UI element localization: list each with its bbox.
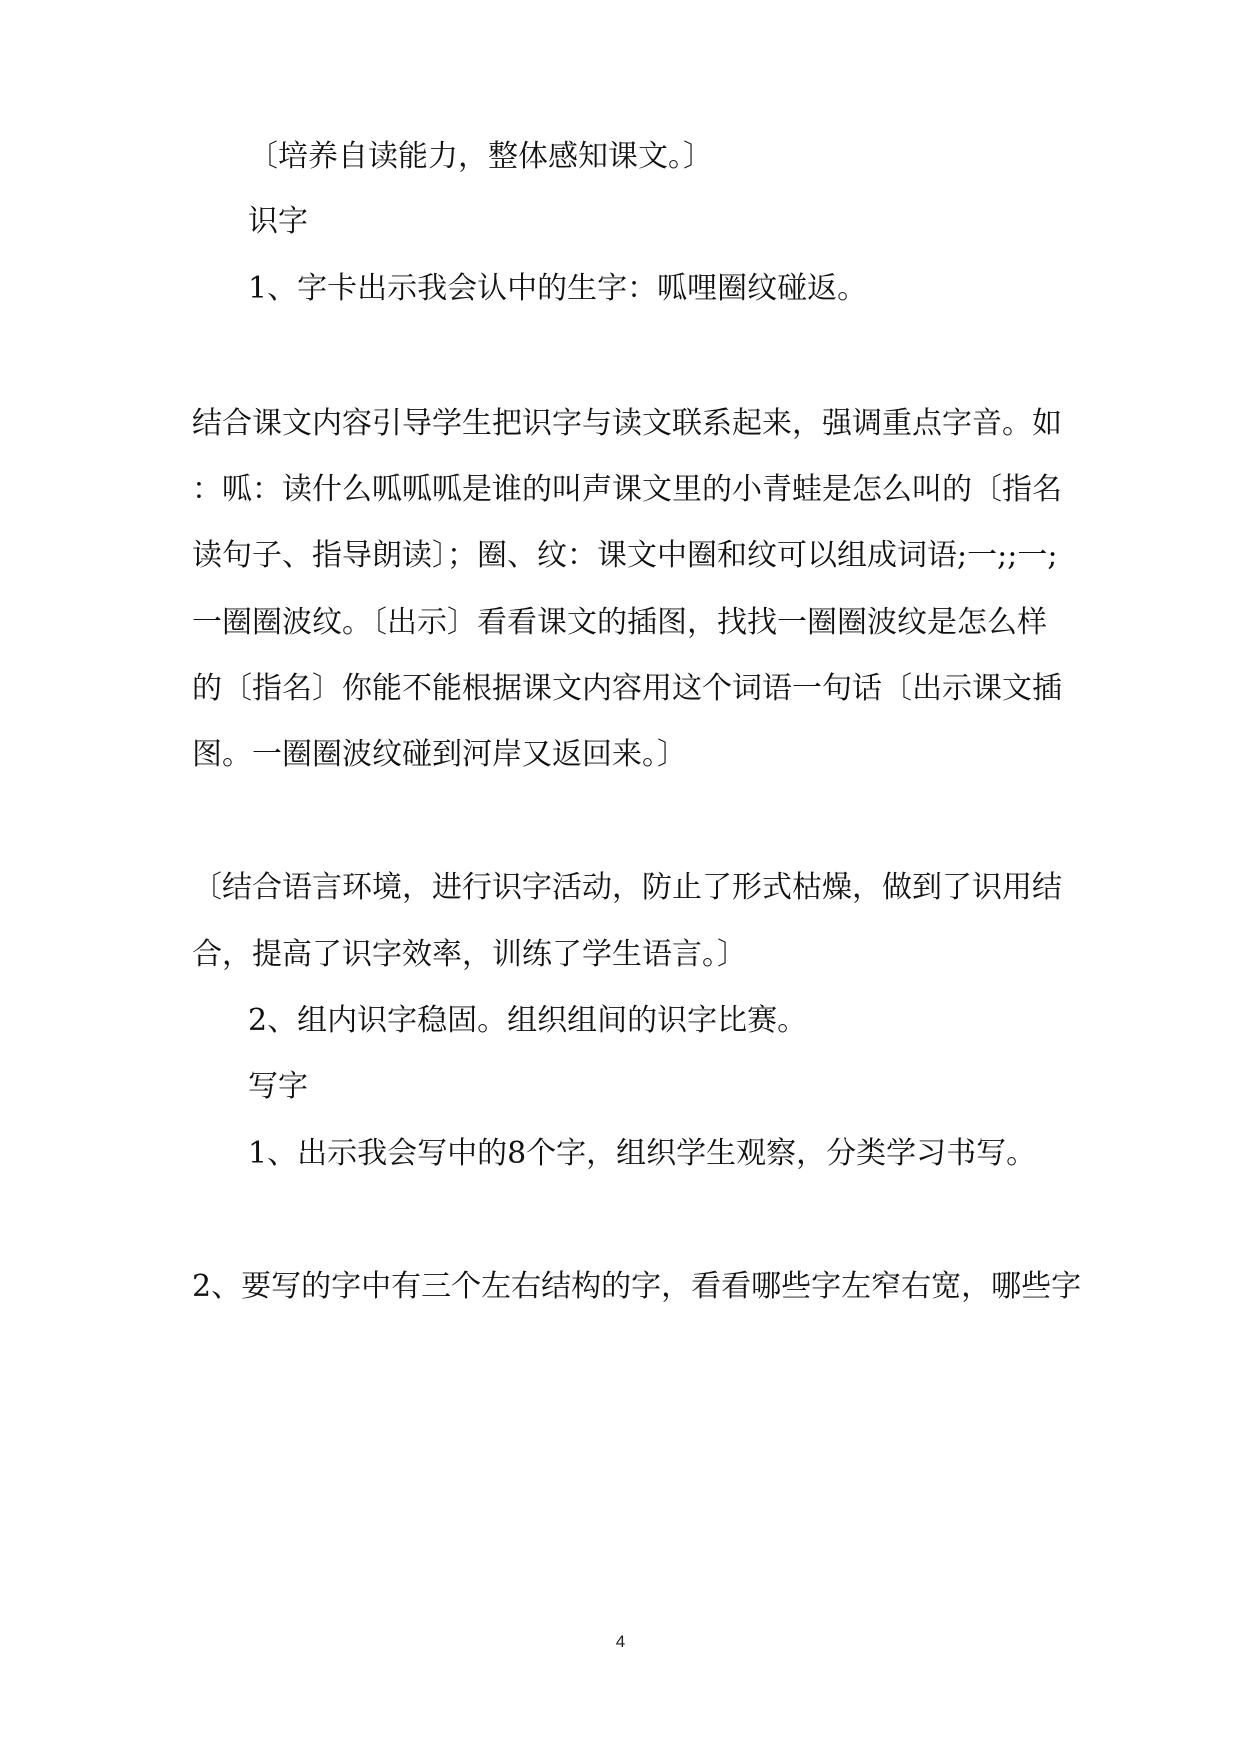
paragraph-line: 〔结合语言环境，进行识字活动，防止了形式枯燥，做到了识用结	[192, 870, 1062, 905]
paragraph-line: ：呱：读什么呱呱呱是谁的叫声课文里的小青蛙是怎么叫的〔指名	[192, 472, 1062, 507]
paragraph-write-step-1: 1、出示我会写中的8个字，组织学生观察，分类学习书写。	[248, 1136, 1037, 1171]
page-number: 4	[615, 1632, 626, 1651]
paragraph-step-1: 1、字卡出示我会认中的生字：呱哩圈纹碰返。	[248, 271, 868, 306]
section-heading-write-characters: 写字	[248, 1069, 308, 1104]
paragraph-note-self-reading: 〔培养自读能力，整体感知课文。〕	[248, 139, 713, 174]
section-heading-recognize-characters: 识字	[248, 204, 308, 239]
paragraph-line: 一圈圈波纹。〔出示〕看看课文的插图，找找一圈圈波纹是怎么样	[192, 605, 1047, 640]
paragraph-line: 读句子、指导朗读〕；圈、纹：课文中圈和纹可以组成词语;一;;一;	[192, 538, 1058, 573]
paragraph-write-step-2: 2、要写的字中有三个左右结构的字，看看哪些字左窄右宽，哪些字	[192, 1269, 1082, 1304]
paragraph-line: 结合课文内容引导学生把识字与读文联系起来，强调重点字音。如	[192, 406, 1062, 441]
paragraph-line: 图。一圈圈波纹碰到河岸又返回来。〕	[192, 737, 687, 772]
paragraph-step-2: 2、组内识字稳固。组织组间的识字比赛。	[248, 1003, 808, 1038]
paragraph-line: 合，提高了识字效率，训练了学生语言。〕	[192, 937, 747, 972]
paragraph-line: 的〔指名〕你能不能根据课文内容用这个词语一句话〔出示课文插	[192, 671, 1062, 706]
